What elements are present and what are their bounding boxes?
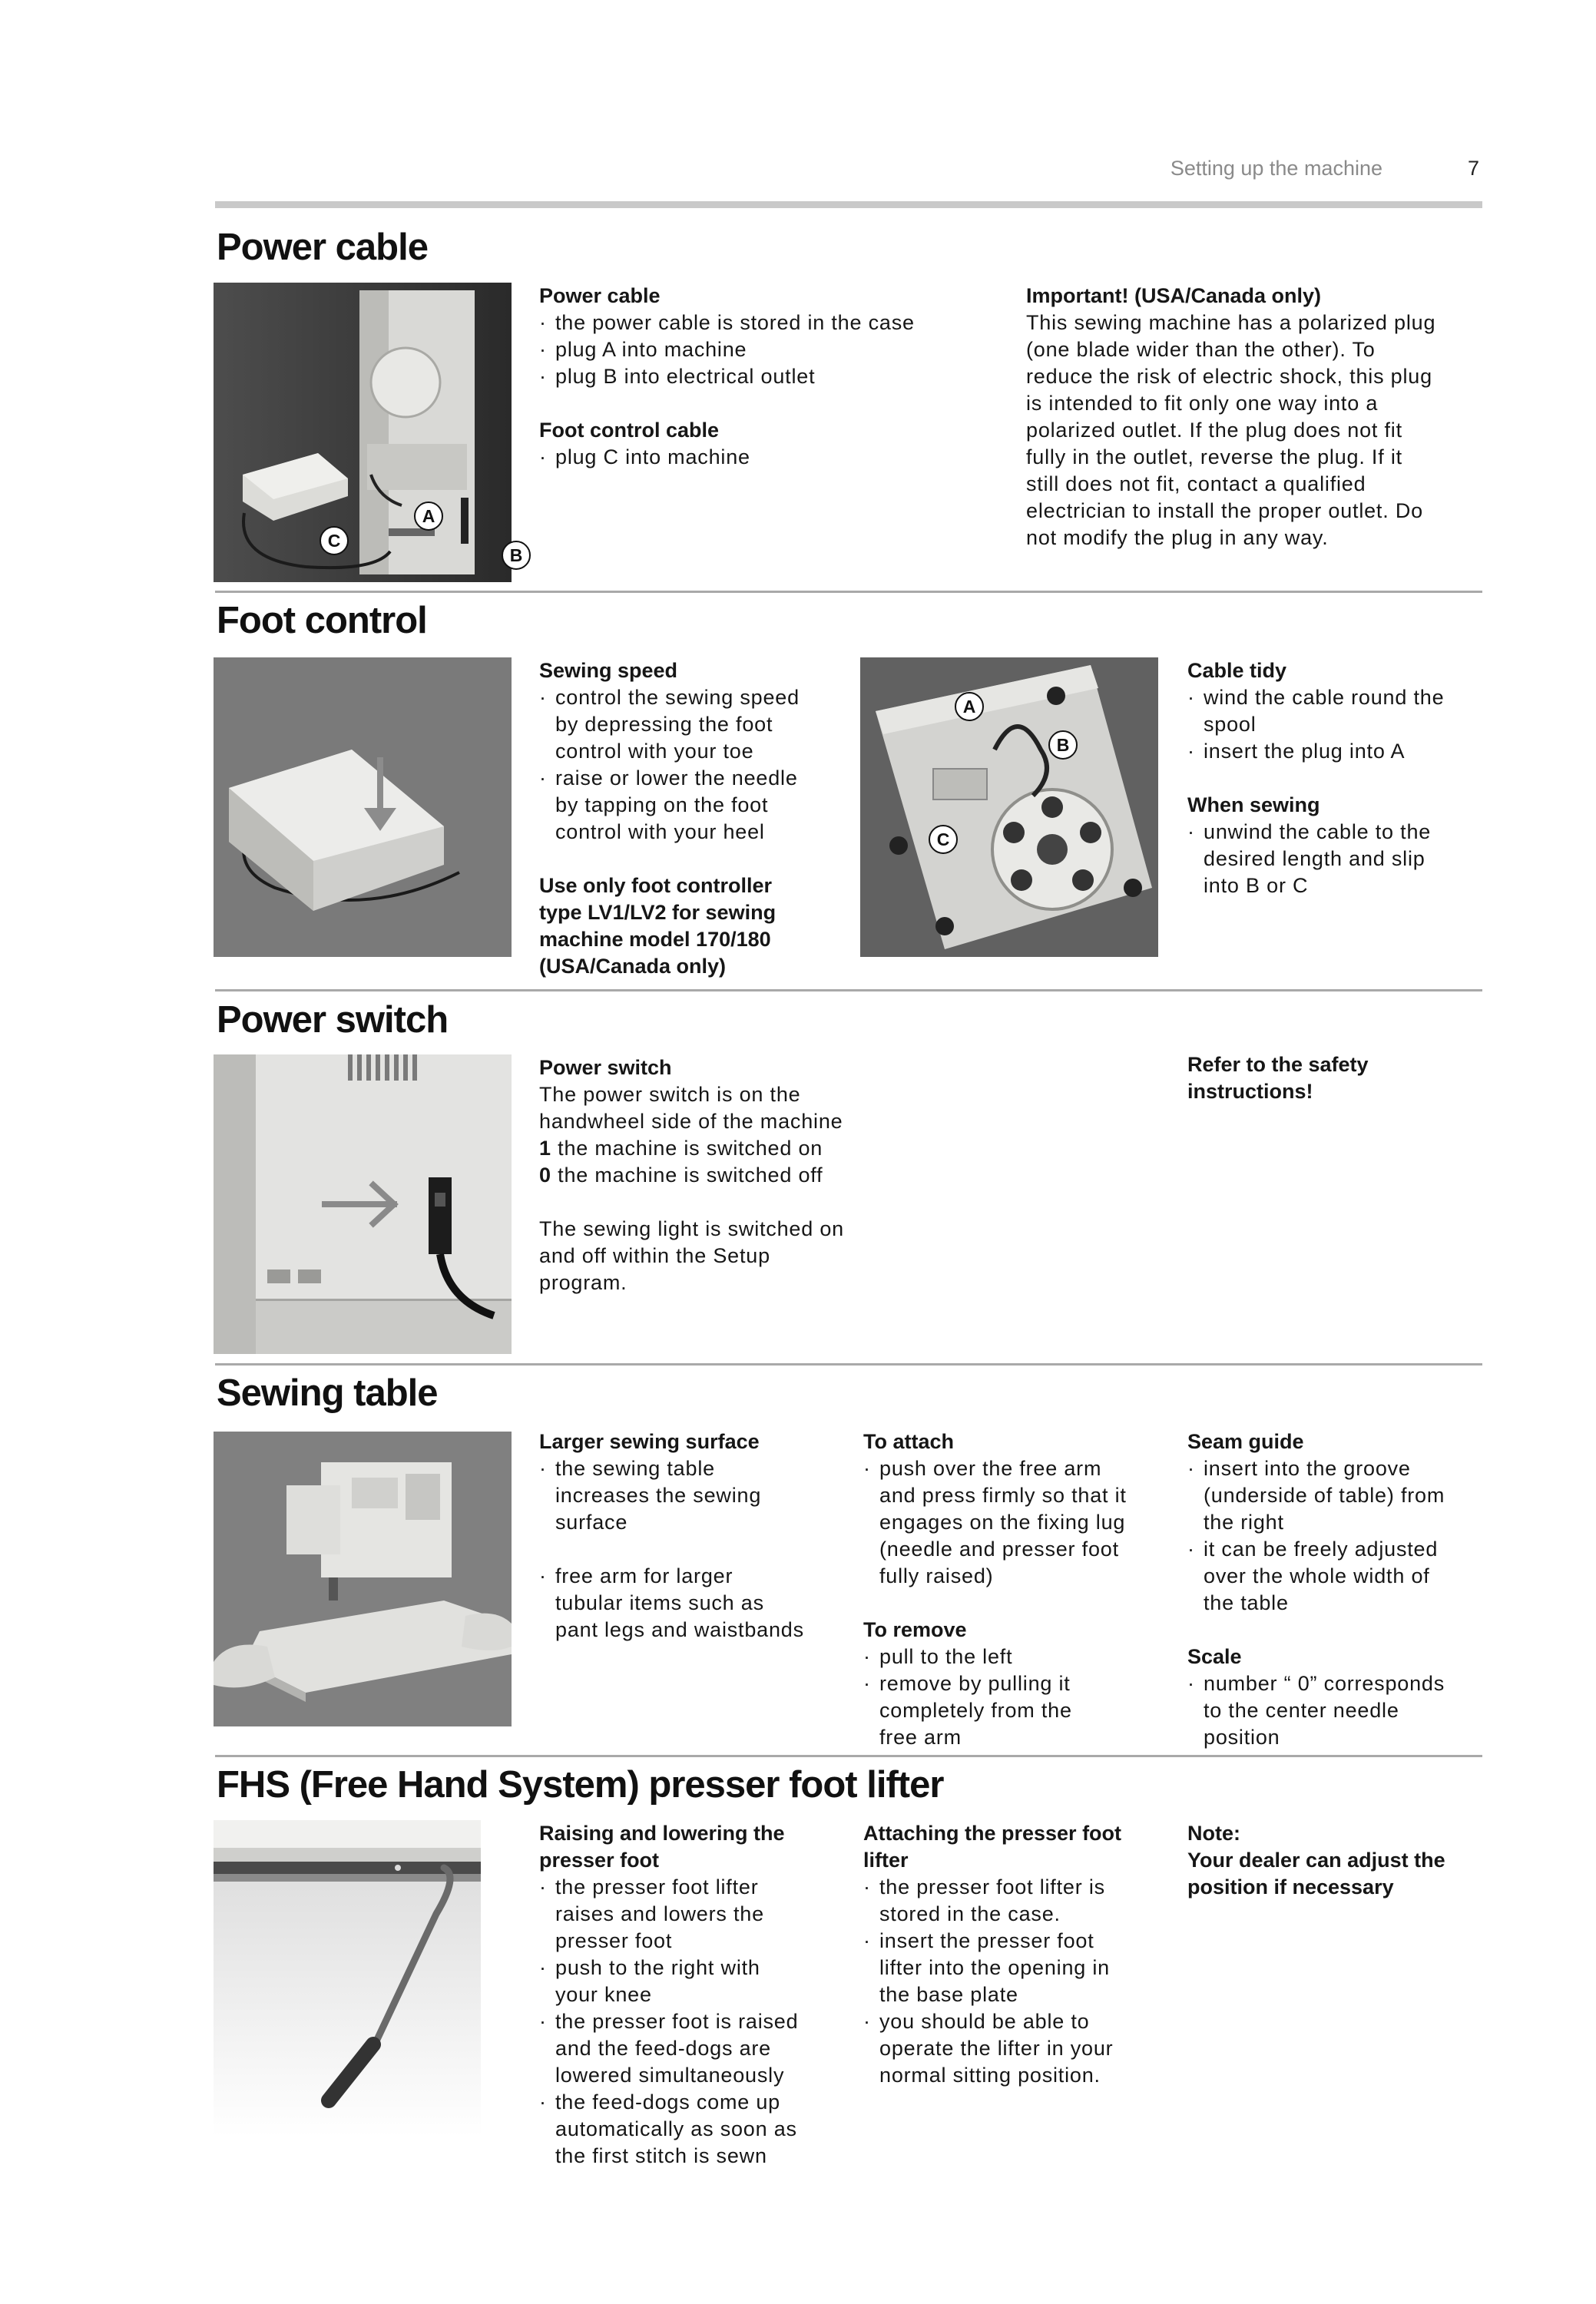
note-line: position if necessary [1187,1875,1394,1898]
larger-sewing-surface [539,1428,862,1644]
list-item-line: the base plate [879,1983,1018,2006]
page-number: 7 [1467,157,1479,180]
larger-surface-heading: Larger sewing surface [539,1430,760,1453]
list-item: · wind the cable round the [1187,684,1495,711]
power-cable-label-c: C [327,531,341,551]
notice-line: This sewing machine has a polarized plug [1026,311,1436,334]
list-item-line: over the whole width of [1204,1564,1430,1587]
list-item-line: (underside of table) from [1204,1484,1445,1507]
notice-line: not modify the plug in any way. [1026,526,1329,549]
list-item: · pull to the left [863,1644,1186,1670]
list-item-line: free arm [879,1726,962,1749]
list-item-line: stored in the case. [879,1902,1061,1925]
list-item-line: by depressing the foot [555,713,773,736]
section-divider [215,591,1482,593]
list-item: · the presser foot lifter [539,1874,862,1901]
section-divider [215,1363,1482,1366]
foot-control-cable-heading: Foot control cable [539,419,720,442]
list-item-line: by tapping on the foot [555,793,769,816]
foot-controller-warning: type LV1/LV2 for sewing [539,901,776,924]
list-item-line: fully raised) [879,1564,994,1587]
list-item-line: surface [555,1511,628,1534]
list-item-line: the table [1204,1591,1289,1614]
text-line: handwheel side of the machine [539,1110,843,1133]
attach-remove-instructions [863,1428,1186,1751]
section-title-power-cable: Power cable [217,227,428,268]
list-item-line: (needle and presser foot [879,1538,1119,1561]
power-cable-heading: Power cable [539,284,661,307]
dealer-note [1187,1820,1495,1901]
sewing-speed-instructions [539,657,862,980]
list-item-line: spool [1204,713,1257,736]
text-line: and off within the Setup [539,1244,770,1267]
list-item: · free arm for larger [539,1563,862,1590]
list-item: · it can be freely adjusted [1187,1536,1495,1563]
section-divider [215,989,1482,991]
attaching-lifter-heading: Attaching the presser foot [863,1822,1122,1845]
cable-tidy-photo [860,657,1158,957]
notice-line: is intended to fit only one way into a [1026,392,1379,415]
raising-lowering-heading: presser foot [539,1849,660,1872]
notice-line: (one blade wider than the other). To [1026,338,1376,361]
list-item: · remove by pulling it [863,1670,1186,1697]
list-item-line: and the feed-dogs are [555,2037,771,2060]
safety-line: Refer to the safety [1187,1053,1369,1076]
list-item-line: normal sitting position. [879,2064,1101,2087]
list-item-line: lowered simultaneously [555,2064,785,2087]
running-header-title: Setting up the machine [1170,157,1382,180]
list-item-line: to the center needle [1204,1699,1399,1722]
sewing-table-photo [214,1432,512,1726]
notice-line: still does not fit, contact a qualified [1026,472,1366,495]
list-item-line: automatically as soon as [555,2117,797,2140]
important-notice [1026,283,1487,551]
text-line: The sewing light is switched on [539,1217,844,1240]
power-switch-heading: Power switch [539,1056,672,1079]
list-item: · the feed-dogs come up [539,2089,862,2116]
list-item-line: presser foot [555,1929,673,1952]
list-item-line: the first stitch is sewn [555,2144,767,2167]
power-cable-label-a: A [422,506,435,526]
foot-controller-warning: Use only foot controller [539,874,773,897]
section-title-fhs: FHS (Free Hand System) presser foot lifter [217,1764,944,1806]
when-sewing-heading: When sewing [1187,793,1320,816]
list-item-line: lifter into the opening in [879,1956,1110,1979]
list-item-line: control with your heel [555,820,765,843]
list-item: · insert the presser foot [863,1928,1186,1955]
list-item: · the power cable is stored in the case [539,310,969,336]
list-item: · the presser foot is raised [539,2008,862,2035]
cable-tidy-label-c: C [936,829,950,849]
cable-tidy-instructions [1187,657,1495,899]
section-title-sewing-table: Sewing table [217,1372,438,1414]
list-item: · plug C into machine [539,444,969,471]
section-title-foot-control: Foot control [217,600,427,641]
list-item: · plug A into machine [539,336,969,363]
seam-guide-instructions [1187,1428,1495,1751]
fhs-photo [214,1820,481,2137]
list-item: · you should be able to [863,2008,1186,2035]
foot-controller-warning: machine model 170/180 [539,928,771,951]
cable-tidy-label-a: A [962,697,976,717]
list-item: · insert the plug into A [1187,738,1495,765]
important-heading: Important! (USA/Canada only) [1026,284,1322,307]
list-item-line: control with your toe [555,740,754,763]
foot-controller-warning: (USA/Canada only) [539,955,727,978]
list-item: · push to the right with [539,1955,862,1981]
note-line: Your dealer can adjust the [1187,1849,1445,1872]
attaching-lifter-heading: lifter [863,1849,909,1872]
foot-control-photo [214,657,512,957]
list-item-line: position [1204,1726,1280,1749]
to-remove-heading: To remove [863,1618,967,1641]
list-item-line: operate the lifter in your [879,2037,1114,2060]
list-item-line: into B or C [1204,874,1309,897]
list-item: · the presser foot lifter is [863,1874,1186,1901]
list-item-line: pant legs and waistbands [555,1618,804,1641]
top-rule [215,201,1482,208]
list-item: · number “ 0” corresponds [1187,1670,1495,1697]
list-item: · raise or lower the needle [539,765,862,792]
text-line: program. [539,1271,627,1294]
list-item-line: tubular items such as [555,1591,764,1614]
section-title-power-switch: Power switch [217,999,449,1041]
notice-line: reduce the risk of electric shock, this plug [1026,365,1432,388]
power-cable-label-b: B [502,541,531,570]
safety-line: instructions! [1187,1080,1313,1103]
section-divider [215,1755,1482,1757]
notice-line: electrician to install the proper outlet. Do [1026,499,1423,522]
switch-off-line: 0 the machine is switched off [539,1164,823,1187]
switch-on-line: 1 the machine is switched on [539,1137,823,1160]
list-item-line: desired length and slip [1204,847,1425,870]
list-item-line: engages on the fixing lug [879,1511,1126,1534]
list-item: · unwind the cable to the [1187,819,1495,846]
safety-reference [1187,1051,1495,1105]
list-item-line: and press firmly so that it [879,1484,1127,1507]
scale-heading: Scale [1187,1645,1242,1668]
list-item: · control the sewing speed [539,684,862,711]
to-attach-heading: To attach [863,1430,955,1453]
list-item: · push over the free arm [863,1455,1186,1482]
power-cable-photo [214,283,512,582]
list-item-line: the right [1204,1511,1284,1534]
list-item: · the sewing table [539,1455,862,1482]
attaching-lifter-instructions [863,1820,1186,2089]
notice-line: fully in the outlet, reverse the plug. If it [1026,445,1402,468]
raising-lowering-instructions [539,1820,862,2170]
cable-tidy-heading: Cable tidy [1187,659,1287,682]
list-item: · insert into the groove [1187,1455,1495,1482]
list-item-line: your knee [555,1983,652,2006]
notice-line: polarized outlet. If the plug does not fit [1026,419,1402,442]
note-line: Note: [1187,1822,1240,1845]
sewing-speed-heading: Sewing speed [539,659,678,682]
list-item-line: completely from the [879,1699,1072,1722]
running-header [998,157,1490,183]
power-switch-instructions [539,1054,969,1296]
list-item-line: increases the sewing [555,1484,762,1507]
seam-guide-heading: Seam guide [1187,1430,1304,1453]
text-line: The power switch is on the [539,1083,801,1106]
power-switch-photo [214,1054,512,1354]
list-item-line: raises and lowers the [555,1902,764,1925]
cable-tidy-label-b: B [1056,735,1070,755]
power-cable-instructions [539,283,969,471]
raising-lowering-heading: Raising and lowering the [539,1822,785,1845]
list-item: · plug B into electrical outlet [539,363,969,390]
